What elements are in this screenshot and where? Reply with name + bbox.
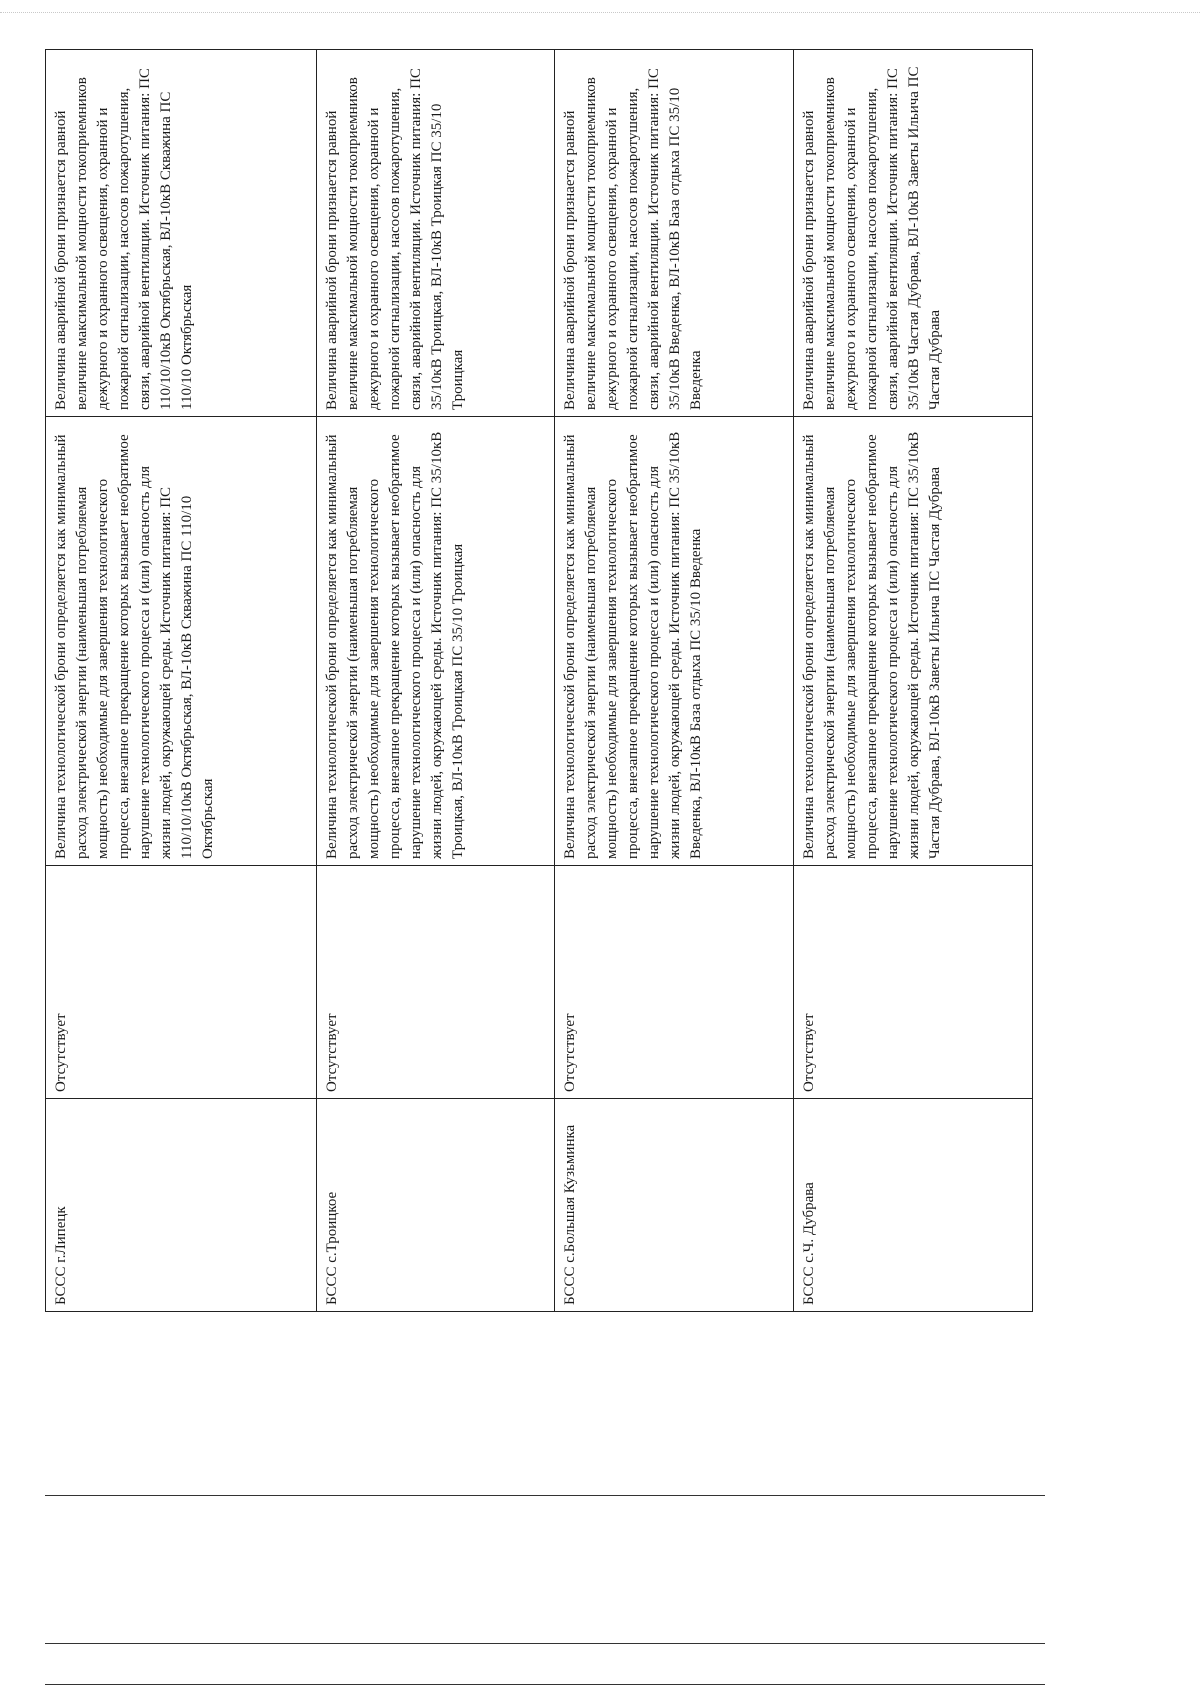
signature-rule-1	[45, 1495, 1045, 1496]
technological-reserve-cell: Величина технологической брони определяется как минимальный расход электрической энергии (наименьшая потребляемая мощность) необходимые для завершения технологического процесса, внезапное прекращение которых вызывает необратимое нарушение технологического процесса и (или) опасность для жизни людей, окружающей среды. Источник питания: ПС 35/10кВ Введенка, ВЛ-10кВ База отдыха ПС 35/10 Введенка	[555, 417, 794, 866]
emergency-reserve-cell: Величина аварийной брони признается равной величине максимальной мощности токоприемников дежурного и охранного освещения, охранной и пожарной сигнализации, насосов пожаротушения, связи, аварийной вентиляции. Источник питания: ПС 35/10кВ Введенка, ВЛ-10кВ База отдыха ПС 35/10 Введенка	[555, 50, 794, 417]
emergency-reserve-cell: Величина аварийной брони признается равной величине максимальной мощности токоприемников дежурного и охранного освещения, охранной и пожарной сигнализации, насосов пожаротушения, связи, аварийной вентиляции. Источник питания: ПС 35/10кВ Частая Дубрава, ВЛ-10кВ Заветы Ильича ПС Частая Дубрава	[794, 50, 1033, 417]
emergency-reserve-cell: Величина аварийной брони признается равной величине максимальной мощности токоприемников дежурного и охранного освещения, охранной и пожарной сигнализации, насосов пожаротушения, связи, аварийной вентиляции. Источник питания: ПС 110/10/10кВ Октябрьская, ВЛ-10кВ Скважина ПС 110/10 Октябрьская	[46, 50, 317, 417]
technological-reserve-cell: Величина технологической брони определяется как минимальный расход электрической энергии (наименьшая потребляемая мощность) необходимые для завершения технологического процесса, внезапное прекращение которых вызывает необратимое нарушение технологического процесса и (или) опасность для жизни людей, окружающей среды. Источник питания: ПС 110/10/10кВ Октябрьская, ВЛ-10кВ Скважина ПС 110/10 Октябрьская	[46, 417, 317, 866]
emergency-reserve-cell: Величина аварийной брони признается равной величине максимальной мощности токоприемников дежурного и охранного освещения, охранной и пожарной сигнализации, насосов пожаротушения, связи, аварийной вентиляции. Источник питания: ПС 35/10кВ Троицкая, ВЛ-10кВ Троицкая ПС 35/10 Троицкая	[316, 50, 555, 417]
table-row	[555, 50, 794, 1312]
table-row	[794, 50, 1033, 1312]
object-name-cell: БССС с.Троицкое	[316, 1099, 555, 1312]
object-name-cell: БССС с.Ч. Дубрава	[794, 1099, 1033, 1312]
reserve-status-cell: Отсутствует	[316, 866, 555, 1099]
reserve-status-cell: Отсутствует	[46, 866, 317, 1099]
technological-reserve-cell: Величина технологической брони определяется как минимальный расход электрической энергии (наименьшая потребляемая мощность) необходимые для завершения технологического процесса, внезапное прекращение которых вызывает необратимое нарушение технологического процесса и (или) опасность для жизни людей, окружающей среды. Источник питания: ПС 35/10кВ Частая Дубрава, ВЛ-10кВ Заветы Ильича ПС Частая Дубрава	[794, 417, 1033, 866]
power-reserve-table	[45, 49, 1033, 1312]
signature-rule-3	[45, 1684, 1045, 1685]
reserve-status-cell: Отсутствует	[555, 866, 794, 1099]
object-name-cell: БССС г.Липецк	[46, 1099, 317, 1312]
table-row	[316, 50, 555, 1312]
rotated-table-container	[45, 50, 1033, 1312]
signature-rule-2	[45, 1643, 1045, 1644]
table-row	[46, 50, 317, 1312]
object-name-cell: БССС с.Большая Кузьминка	[555, 1099, 794, 1312]
reserve-status-cell: Отсутствует	[794, 866, 1033, 1099]
scan-edge	[0, 12, 1200, 13]
technological-reserve-cell: Величина технологической брони определяется как минимальный расход электрической энергии (наименьшая потребляемая мощность) необходимые для завершения технологического процесса, внезапное прекращение которых вызывает необратимое нарушение технологического процесса и (или) опасность для жизни людей, окружающей среды. Источник питания: ПС 35/10кВ Троицкая, ВЛ-10кВ Троицкая ПС 35/10 Троицкая	[316, 417, 555, 866]
